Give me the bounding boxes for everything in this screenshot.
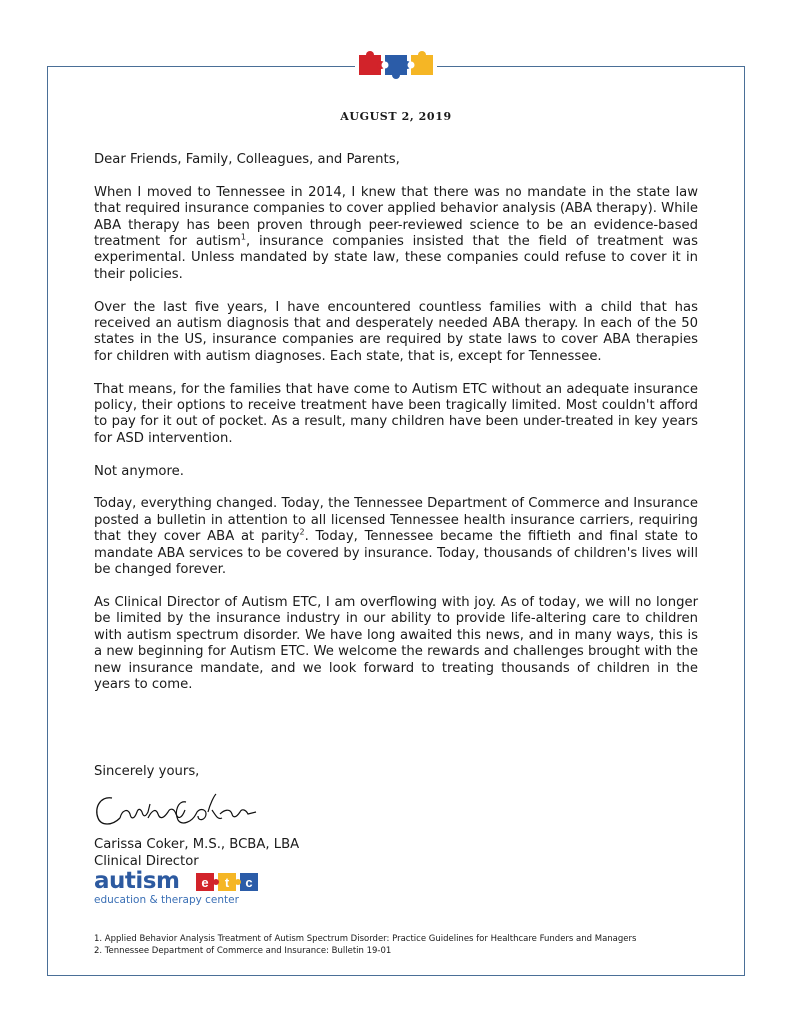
logo-letter-e: e: [201, 875, 209, 890]
paragraph-3: That means, for the families that have come to Autism ETC without an adequate insurance policy, their options to receive treatment have been tragically limited. Most couldn't afford to pay for it out of pocket. As a result, many children have been under-treated in key years for ASD intervention.: [94, 381, 698, 446]
signer-title: Clinical Director: [94, 854, 199, 869]
logo-letter-t: t: [224, 875, 230, 890]
logo-tagline: education & therapy center: [94, 894, 239, 906]
footnote-1: 1. Applied Behavior Analysis Treatment of Autism Spectrum Disorder: Practice Guidelines for Healthcare Funders and Managers: [94, 934, 637, 944]
salutation: Dear Friends, Family, Colleagues, and Parents,: [94, 152, 400, 167]
logo-puzzle-letters-icon: [196, 871, 262, 893]
footnote-2: 2. Tennessee Department of Commerce and Insurance: Bulletin 19-01: [94, 946, 392, 956]
letter-body: [94, 152, 698, 710]
footnotes: [94, 933, 636, 957]
paragraph-1-text-a: When I moved to Tennessee in 2014, I knew that there was no mandate in the state law that required insurance companies to cover applied behavior analysis (ABA therapy). While ABA therapy has been proven through peer-reviewed science to be an evidence-based treatment for autism: [94, 184, 698, 250]
signer-name: Carissa Coker, M.S., BCBA, LBA: [94, 837, 300, 852]
paragraph-5: [94, 496, 698, 578]
autism-etc-logo: [94, 868, 274, 912]
logo-wordmark: autism: [94, 868, 180, 894]
paragraph-5-text-a: Today, everything changed. Today, the Tennessee Department of Commerce and Insurance posted a bulletin in attention to all licensed Tennessee health insurance carriers, requiring that they cover ABA at parity: [94, 496, 698, 545]
signer-block: [94, 836, 299, 870]
footnote-ref-2: 2: [299, 527, 305, 537]
logo-letter-c: c: [245, 875, 253, 890]
footnote-ref-1: 1: [240, 232, 246, 242]
paragraph-4: Not anymore.: [94, 463, 184, 479]
paragraph-1: [94, 185, 698, 283]
paragraph-1-text-b: , insurance companies insisted that the field of treatment was experimental. Unless mandated by state law, these companies could refuse to cover it in their policies.: [94, 234, 698, 282]
closing: Sincerely yours,: [94, 764, 200, 779]
paragraph-5-text-b: . Today, Tennessee became the fiftieth and final state to mandate ABA services to be covered by insurance. Today, thousands of children's lives will be changed forever.: [94, 529, 698, 578]
letter-date: AUGUST 2, 2019: [340, 110, 452, 123]
paragraph-2: Over the last five years, I have encountered countless families with a child that has received an autism diagnosis that and desperately needed ABA therapy. In each of the 50 states in the US, insurance companies are required by state laws to cover ABA therapies for children with autism diagnoses. Each state, that is, except for Tennessee.: [94, 299, 698, 364]
puzzle-pieces-logo-icon: [355, 49, 437, 81]
paragraph-6: As Clinical Director of Autism ETC, I am overflowing with joy. As of today, we will no longer be limited by the insurance industry in our ability to provide life-altering care to children with autism spectrum disorder. We have long awaited this news, and in many ways, this is a new beginning for Autism ETC. We welcome the rewards and challenges brought with the new insurance mandate, and we look forward to treating thousands of children in the years to come.: [94, 594, 698, 692]
handwritten-signature: [90, 782, 260, 836]
